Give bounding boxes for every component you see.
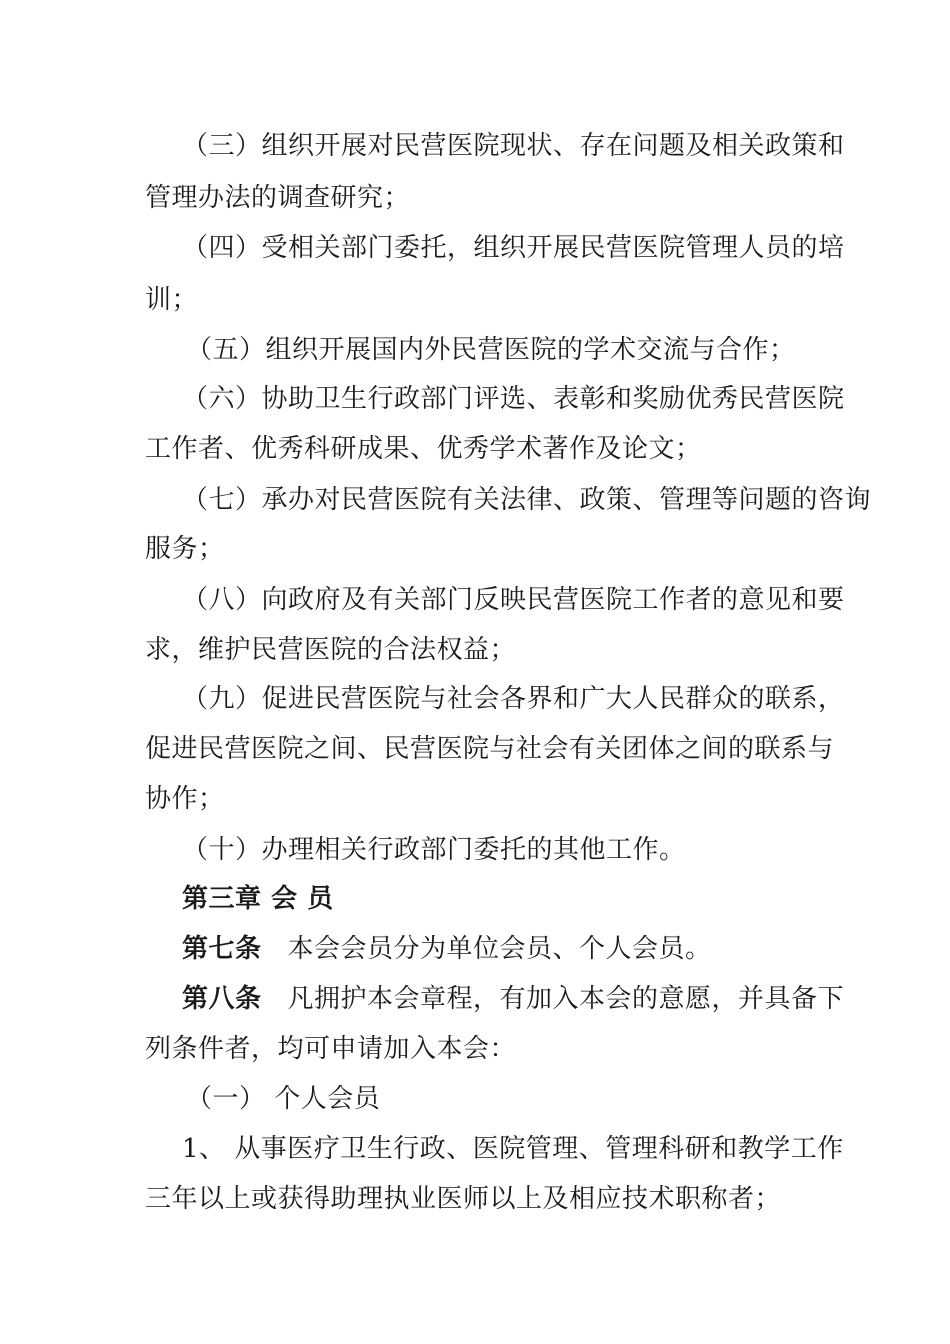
article-eight-text: 凡拥护本会章程，有加入本会的意愿，并具备下: [287, 984, 845, 1014]
article-eight-line-1: [182, 983, 950, 1015]
clause-four-line-2: 训；: [145, 285, 199, 315]
clause-four-line-1: （四）受相关部门委托，组织开展民营医院管理人员的培: [182, 233, 845, 263]
article-seven-text: 本会会员分为单位会员、个人会员。: [287, 934, 712, 964]
condition-one-line-1: 1、 从事医疗卫生行政、医院管理、管理科研和教学工作: [182, 1134, 844, 1164]
clause-eight-line-1: （八）向政府及有关部门反映民营医院工作者的意见和要: [182, 585, 845, 615]
clause-eight-line-2: 求，维护民营医院的合法权益；: [145, 635, 517, 665]
clause-ten-line-1: （十）办理相关行政部门委托的其他工作。: [182, 835, 686, 865]
article-seven-label: 第七条: [182, 934, 262, 964]
article-eight-line-2: 列条件者，均可申请加入本会：: [145, 1034, 517, 1064]
clause-three-line-2: 管理办法的调查研究；: [145, 183, 411, 213]
clause-six-line-2: 工作者、优秀科研成果、优秀学术著作及论文；: [145, 434, 702, 464]
clause-nine-line-3: 协作；: [145, 784, 225, 814]
article-eight-label: 第八条: [182, 984, 262, 1014]
clause-nine-line-1: （九）促进民营医院与社会各界和广大人民群众的联系，: [182, 684, 845, 714]
condition-one-line-2: 三年以上或获得助理执业医师以上及相应技术职称者；: [145, 1184, 782, 1214]
clause-nine-line-2: 促进民营医院之间、民营医院与社会有关团体之间的联系与: [145, 734, 835, 764]
clause-three-line-1: （三）组织开展对民营医院现状、存在问题及相关政策和: [182, 131, 845, 161]
chapter-three-heading: 第三章 会 员: [182, 884, 334, 914]
individual-member-heading: （一） 个人会员: [186, 1084, 381, 1114]
clause-seven-line-2: 服务；: [145, 534, 225, 564]
clause-five-line-1: （五）组织开展国内外民营医院的学术交流与合作；: [186, 335, 796, 365]
article-seven-line: [182, 933, 950, 965]
clause-six-line-1: （六）协助卫生行政部门评选、表彰和奖励优秀民营医院: [182, 384, 845, 414]
clause-seven-line-1: （七）承办对民营医院有关法律、政策、管理等问题的咨询: [182, 485, 872, 515]
